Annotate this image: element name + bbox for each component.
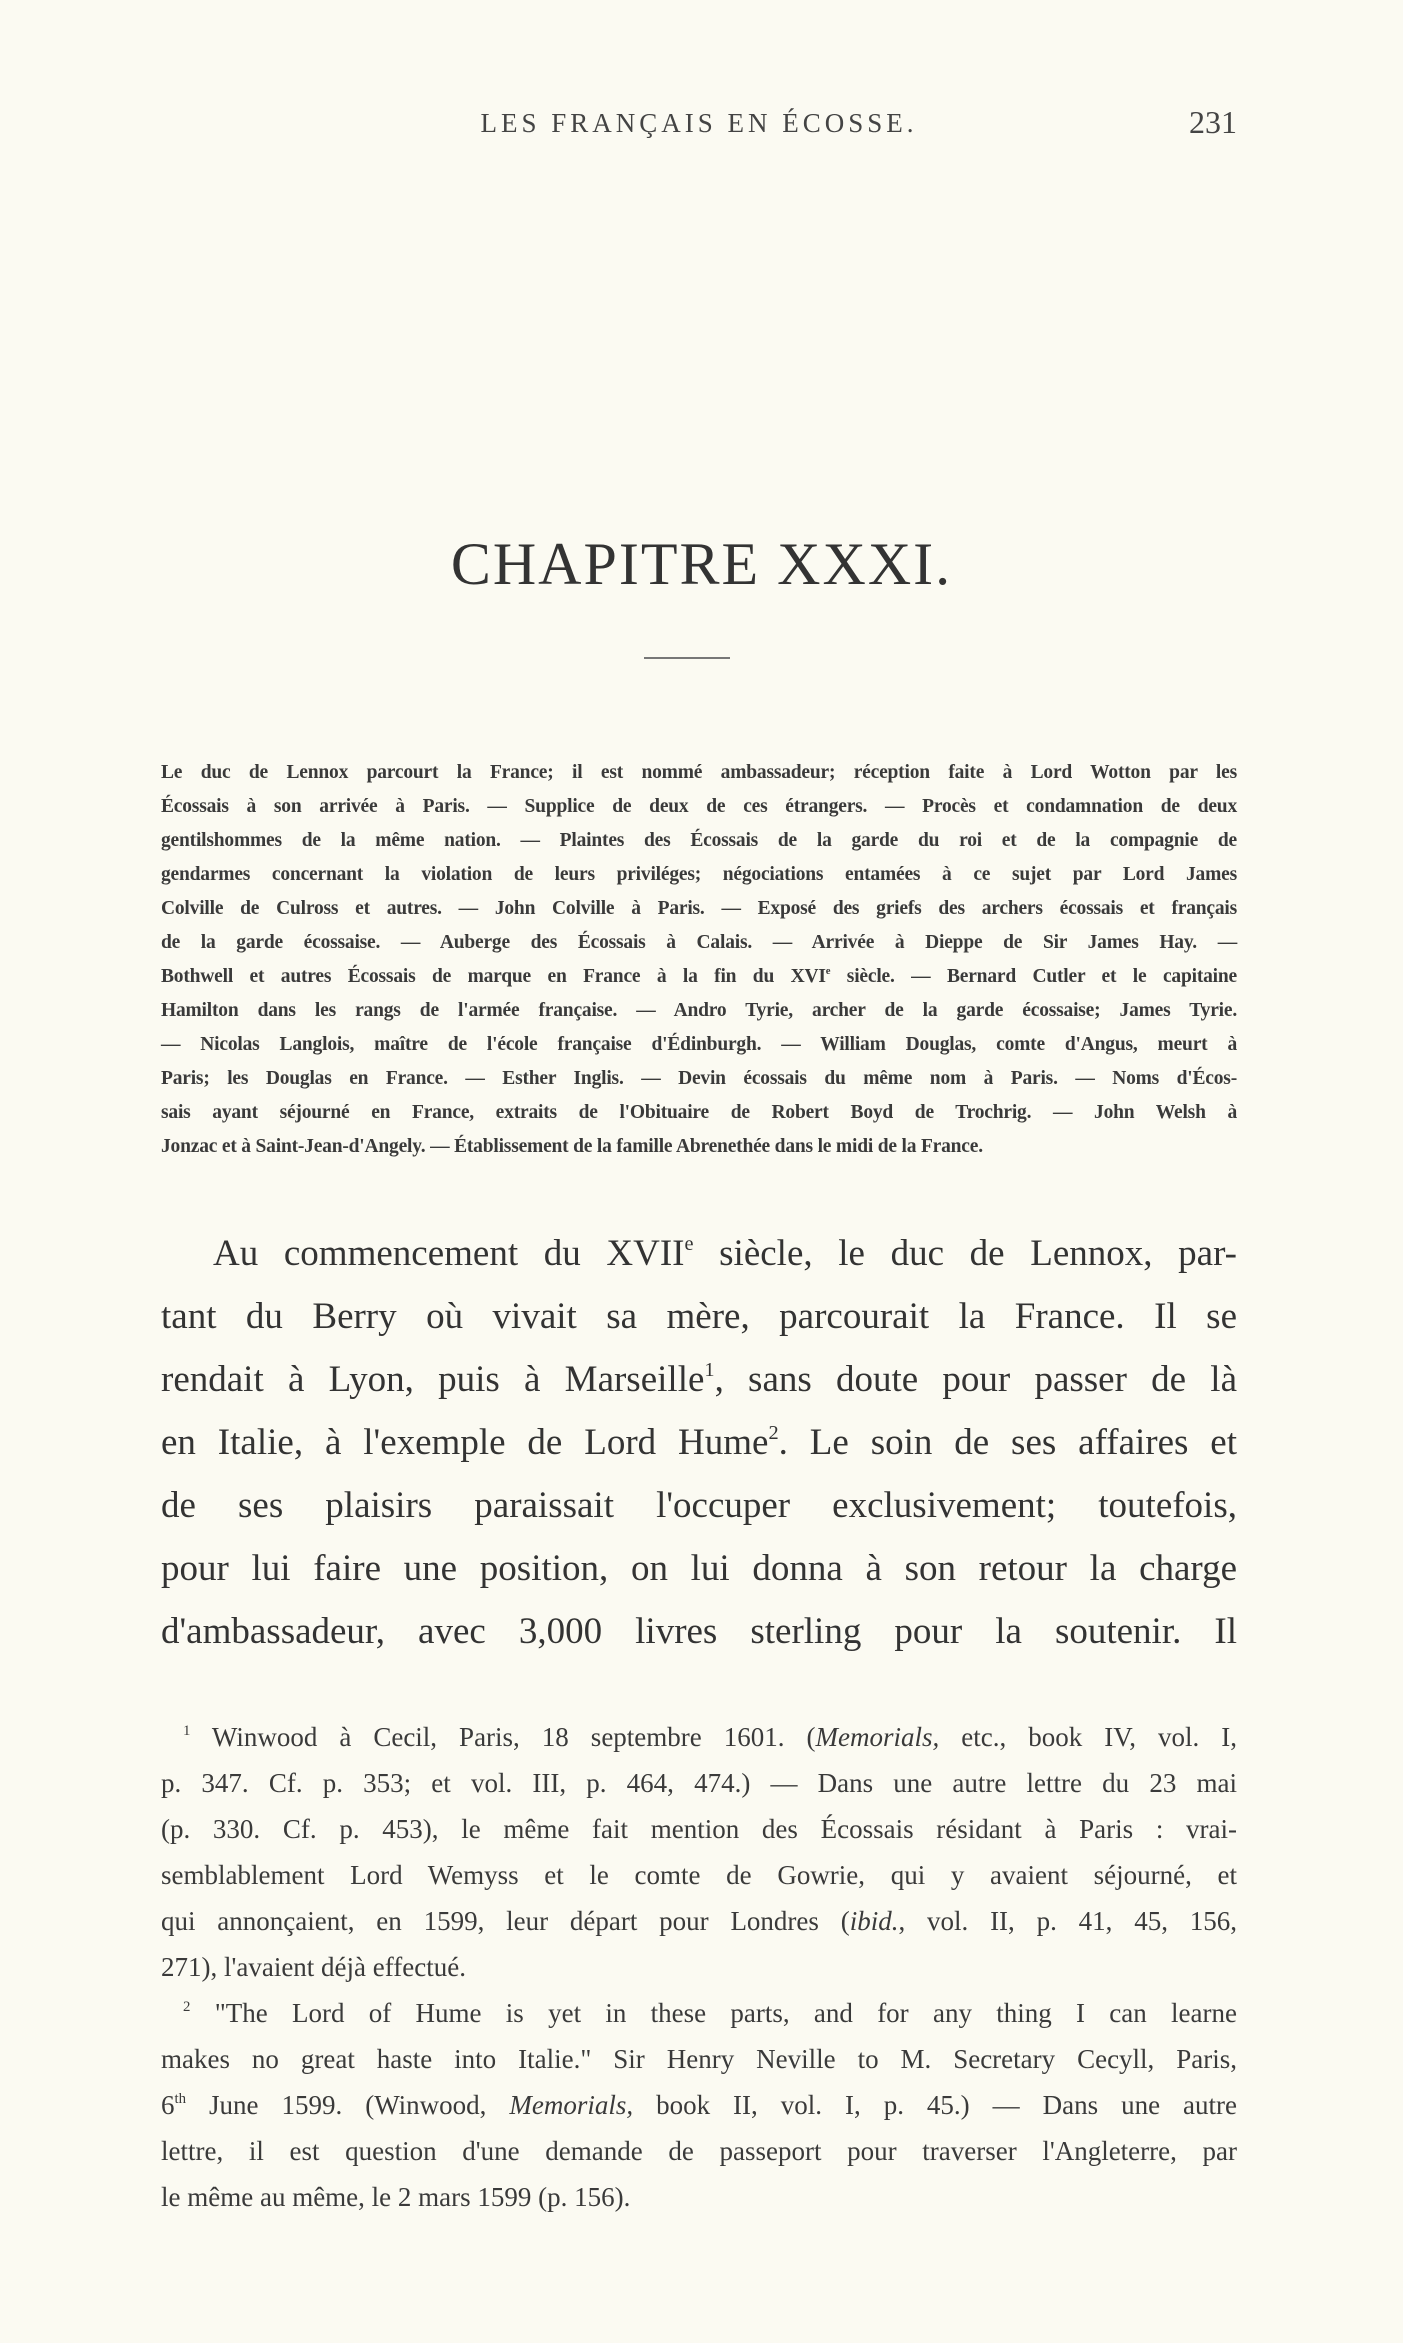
- text-segment: gendarmes concernant la violation de leurs priviléges; négociations entamées à ce sujet par Lord James: [161, 864, 1237, 885]
- summary-line: [161, 994, 1237, 1028]
- text-segment: siècle. — Bernard Cutler et le capitaine: [830, 966, 1237, 987]
- body-line: [161, 1348, 1237, 1411]
- divider: [644, 657, 730, 659]
- text-segment: 6: [161, 2090, 175, 2120]
- summary-line: [161, 926, 1237, 960]
- body-line: [161, 1411, 1237, 1474]
- text-segment: rendait à Lyon, puis à Marseille: [161, 1359, 705, 1400]
- text-segment: , sans doute pour passer de là: [714, 1359, 1237, 1400]
- body-line: [161, 1600, 1237, 1663]
- chapter-title: CHAPITRE XXXI.: [450, 531, 953, 597]
- summary-line: [161, 1096, 1237, 1130]
- footnote-line: [161, 1806, 1237, 1852]
- text-segment: book II, vol. I, p. 45.) — Dans une autre: [633, 2090, 1237, 2120]
- page-number: 231: [1189, 104, 1237, 140]
- body-text: [161, 1222, 1237, 1663]
- text-segment: en Italie, à l'exemple de Lord Hume: [161, 1422, 769, 1463]
- summary-line: [161, 1130, 1237, 1164]
- text-segment: siècle, le duc de Lennox, par-: [693, 1233, 1237, 1274]
- text-segment: lettre, il est question d'une demande de passeport pour traverser l'Angleterre, par: [161, 2136, 1237, 2166]
- footnote-line: [161, 1714, 1237, 1760]
- text-segment: Au commencement du XVII: [213, 1233, 685, 1274]
- text-segment: tant du Berry où vivait sa mère, parcourait la France. Il se: [161, 1296, 1237, 1337]
- superscript: e: [684, 1232, 694, 1255]
- text-segment: "The Lord of Hume is yet in these parts, and for any thing I can learne: [190, 1998, 1237, 2028]
- chapter-summary: [161, 756, 1237, 1164]
- text-segment: de la garde écossaise. — Auberge des Écossais à Calais. — Arrivée à Dieppe de Sir James Hay. —: [161, 932, 1237, 953]
- running-title: LES FRANÇAIS EN ÉCOSSE.: [480, 108, 918, 138]
- italic-text: Memorials,: [509, 2090, 634, 2120]
- running-header: [161, 104, 1237, 148]
- summary-line: [161, 1028, 1237, 1062]
- superscript: th: [174, 2090, 187, 2107]
- text-segment: — Nicolas Langlois, maître de l'école française d'Édinburgh. — William Douglas, comte d'Angus, meurt à: [161, 1034, 1237, 1055]
- text-segment: 271), l'avaient déjà effectué.: [161, 1952, 466, 1982]
- summary-line: [161, 790, 1237, 824]
- footnote-line: [161, 1852, 1237, 1898]
- footnote-line: [161, 1898, 1237, 1944]
- text-segment: Bothwell et autres Écossais de marque en France à la fin du XVI: [161, 966, 826, 987]
- text-segment: semblablement Lord Wemyss et le comte de Gowrie, qui y avaient séjourné, et: [161, 1860, 1237, 1890]
- footnote-line: [161, 2174, 1237, 2220]
- text-segment: June 1599. (Winwood,: [186, 2090, 510, 2120]
- text-segment: . Le soin de ses affaires et: [778, 1422, 1237, 1463]
- text-segment: Écossais à son arrivée à Paris. — Supplice de deux de ces étrangers. — Procès et condamnation de deux: [161, 796, 1237, 817]
- summary-line: [161, 960, 1237, 994]
- text-segment: p. 347. Cf. p. 353; et vol. III, p. 464, 474.) — Dans une autre lettre du 23 mai: [161, 1768, 1237, 1798]
- summary-line: [161, 1062, 1237, 1096]
- summary-line: [161, 824, 1237, 858]
- text-segment: qui annonçaient, en 1599, leur départ pour Londres (: [161, 1906, 850, 1936]
- text-segment: de ses plaisirs paraissait l'occuper exclusivement; toutefois,: [161, 1485, 1237, 1526]
- italic-text: ibid.: [849, 1906, 899, 1936]
- footnote-line: [161, 2082, 1237, 2128]
- superscript: 1: [183, 1722, 191, 1739]
- text-segment: Winwood à Cecil, Paris, 18 septembre 1601. (: [190, 1722, 816, 1752]
- text-segment: (p. 330. Cf. p. 453), le même fait mention des Écossais résidant à Paris : vrai-: [161, 1814, 1237, 1844]
- summary-line: [161, 892, 1237, 926]
- superscript: 2: [768, 1421, 779, 1444]
- summary-line: [161, 858, 1237, 892]
- text-segment: Jonzac et à Saint-Jean-d'Angely. — Établissement de la famille Abrenethée dans le midi de la France.: [161, 1136, 983, 1157]
- summary-line: [161, 756, 1237, 790]
- text-segment: , vol. II, p. 41, 45, 156,: [898, 1906, 1237, 1936]
- body-line: [161, 1222, 1237, 1285]
- text-segment: pour lui faire une position, on lui donna à son retour la charge: [161, 1548, 1237, 1589]
- footnote-line: [161, 2128, 1237, 2174]
- text-segment: sais ayant séjourné en France, extraits de l'Obituaire de Robert Boyd de Trochrig. — John Welsh à: [161, 1102, 1237, 1123]
- text-segment: d'ambassadeur, avec 3,000 livres sterling pour la soutenir. Il: [161, 1611, 1237, 1652]
- footnote-line: [161, 1944, 1237, 1990]
- text-segment: etc., book IV, vol. I,: [939, 1722, 1237, 1752]
- text-segment: gentilshommes de la même nation. — Plaintes des Écossais de la garde du roi et de la compagnie de: [161, 830, 1237, 851]
- superscript: 2: [183, 1998, 191, 2015]
- footnotes: [161, 1714, 1237, 2220]
- footnote-line: [161, 1990, 1237, 2036]
- text-segment: Colville de Culross et autres. — John Colville à Paris. — Exposé des griefs des archers écossais et français: [161, 898, 1237, 919]
- body-line: [161, 1474, 1237, 1537]
- footnote-line: [161, 1760, 1237, 1806]
- italic-text: Memorials,: [815, 1722, 940, 1752]
- text-segment: le même au même, le 2 mars 1599 (p. 156).: [161, 2182, 631, 2212]
- text-segment: makes no great haste into Italie." Sir Henry Neville to M. Secretary Cecyll, Paris,: [161, 2044, 1237, 2074]
- text-segment: Paris; les Douglas en France. — Esther Inglis. — Devin écossais du même nom à Paris. — Noms d'Écos-: [161, 1068, 1237, 1089]
- body-line: [161, 1285, 1237, 1348]
- text-segment: Le duc de Lennox parcourt la France; il est nommé ambassadeur; réception faite à Lord Wotton par les: [161, 762, 1237, 783]
- superscript: e: [825, 964, 831, 977]
- body-line: [161, 1537, 1237, 1600]
- footnote-line: [161, 2036, 1237, 2082]
- text-segment: Hamilton dans les rangs de l'armée française. — Andro Tyrie, archer de la garde écossaise; James Tyrie.: [161, 1000, 1237, 1021]
- superscript: 1: [704, 1358, 715, 1381]
